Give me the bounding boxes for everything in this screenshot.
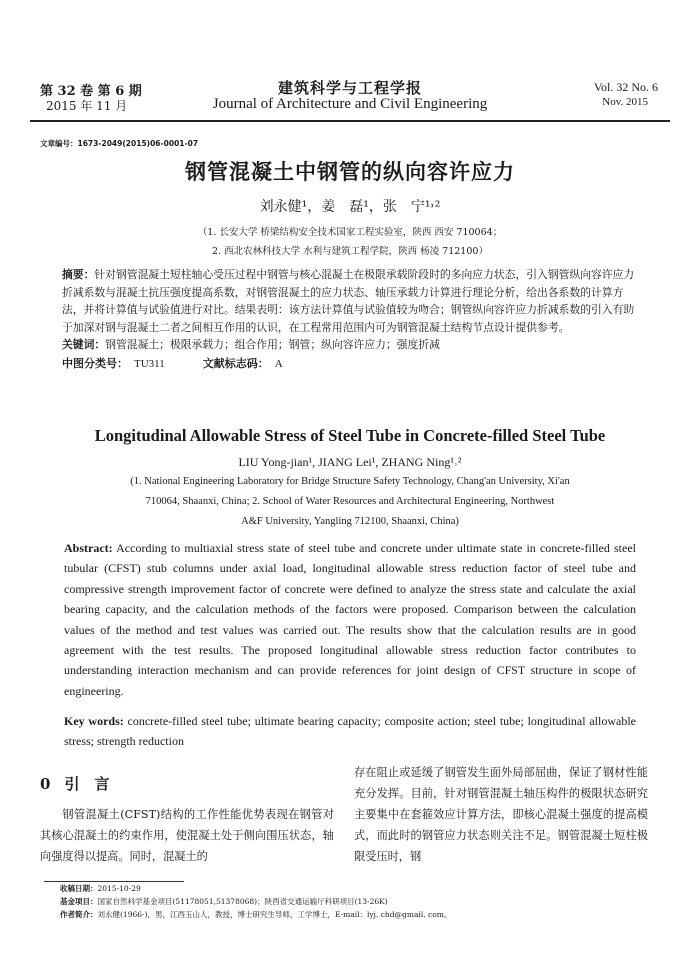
footnote-author-text: 刘永健(1966-)，男，江西玉山人，教授，博士研究生导师，工学博士，E-mail：lyj. chd@gmail. com。 xyxy=(97,910,452,919)
affiliation-cn-1: （1. 长安大学 桥梁结构安全技术国家工程实验室，陕西 西安 710064； xyxy=(197,227,503,238)
body-paragraph-left: 钢管混凝土(CFST)结构的工作性能优势表现在钢管对其核心混凝土的约束作用，使混凝土处于侧向围压状态，轴向强度得以提高。同时，混凝土的 xyxy=(40,808,334,863)
affiliation-en-2: 710064, Shaanxi, China; 2. School of Water Resources and Architectural Engineering, Northwest xyxy=(145,496,555,507)
header-rule xyxy=(30,120,670,122)
issue-volume: 第 32 卷 第 6 期 xyxy=(40,84,142,99)
authors-en: LIU Yong-jian¹, JIANG Lei¹, ZHANG Ning¹˒² xyxy=(238,455,462,469)
abstract-en-text: According to multiaxial stress state of steel tube and concrete under ultimate state in concrete-filled steel tubular (CFST) stub columns under axial load, longitudinal allowable stress reduction factor of steel tube and compressive strength improvement factor of concrete were defined to analyze the stress state and calculate the axial bearing capacity, and the calculation methods of the factors were proposed. Comparison between the calculation values of the method and test values was carried out. The results show that the calculation results are in good agreement with the test results. The proposed longitudinal allowable stress reduction factor contributes to understanding interaction mechanism and can provide references for joint design of CFST structure in scope of engineering. xyxy=(64,541,636,698)
section-title: 引 言 xyxy=(64,775,110,793)
title-en: Longitudinal Allowable Stress of Steel Tube in Concrete-filled Steel Tube xyxy=(94,426,606,445)
footnote-funding-label: 基金项目： xyxy=(60,897,98,906)
date-en: Nov. 2015 xyxy=(602,96,648,108)
keywords-en-text: concrete-filled steel tube; ultimate bearing capacity; composite action; steel tube; longitudinal allowable stress; strength reduction xyxy=(64,714,636,749)
abstract-en-label: Abstract: xyxy=(64,541,113,555)
journal-name-en: Journal of Architecture and Civil Engineering xyxy=(212,96,488,112)
affiliation-en-1: (1. National Engineering Laboratory for Bridge Structure Safety Technology, Chang'an University, Xi'an xyxy=(130,476,570,487)
abstract-cn-text: 针对钢管混凝土短柱轴心受压过程中钢管与核心混凝土在极限承载阶段时的多向应力状态，引入钢管纵向容许应力折减系数与混凝土抗压强度提高系数，对钢管混凝土的应力状态、轴压承载力计算进行理论分析，给出各系数的计算方法，并将计算值与试验值进行对比。结果表明：该方法计算值与试验值较为吻合；钢管纵向容许应力折减系数的引入有助于加深对钢与混凝土二者之间相互作用的认识，在工程常用范围内可为钢管混凝土结构节点设计提供参考。 xyxy=(62,268,635,334)
section-number: 0 xyxy=(40,775,51,793)
title-cn: 钢管混凝土中钢管的纵向容许应力 xyxy=(185,160,515,184)
issue-date: 2015 年 11 月 xyxy=(46,99,128,113)
body-paragraph-right: 存在阻止或延缓了钢管发生面外局部屈曲，保证了钢材性能充分发挥。目前，针对钢管混凝土轴压构件的极限状态研究主要集中在套箍效应计算方法，即核心混凝土强度的提高模式，而此时的钢管应力状态则关注不足。钢管混凝土短柱极限受压时，钢 xyxy=(354,766,648,863)
doc-code-label: 文献标志码： xyxy=(202,357,269,370)
volume-number-en: Vol. 32 No. 6 xyxy=(593,80,658,94)
keywords-en-label: Key words: xyxy=(64,714,124,728)
article-number: 文章编号：1673-2049(2015)06-0001-07 xyxy=(40,139,199,148)
footnote-received-text: 2015-10-29 xyxy=(97,884,141,893)
body-column-right xyxy=(354,762,648,867)
keywords-en xyxy=(64,711,636,752)
abstract-en xyxy=(64,538,636,701)
footnote-funding-text: 国家自然科学基金项目(51178051,51378068)；陕西省交通运输厅科研项目(13-26K) xyxy=(97,897,388,906)
keywords-cn xyxy=(62,336,640,354)
doc-code-value: A xyxy=(274,358,283,370)
authors-cn: 刘永健¹，姜 磊¹，张 宁¹˒² xyxy=(259,199,441,215)
footnote-author-label: 作者简介： xyxy=(60,910,98,919)
affiliation-en-3: A&F University, Yangling 712100, Shaanxi, China) xyxy=(241,516,459,527)
abstract-cn xyxy=(62,266,640,336)
footnote-received xyxy=(60,883,660,895)
journal-name-cn: 建筑科学与工程学报 xyxy=(277,79,422,97)
abstract-cn-label: 摘要： xyxy=(62,268,95,281)
section-heading xyxy=(40,773,109,794)
footnote-funding xyxy=(60,896,660,908)
footnote-author xyxy=(60,909,660,921)
clc-value: TU311 xyxy=(134,358,165,370)
keywords-cn-text: 钢管混凝土；极限承载力；组合作用；钢管；纵向容许应力；强度折减 xyxy=(105,338,440,351)
affiliation-cn-2: 2. 西北农林科技大学 水利与建筑工程学院，陕西 杨凌 712100） xyxy=(212,246,488,257)
keywords-cn-label: 关键词： xyxy=(62,338,106,351)
footnote-received-label: 收稿日期： xyxy=(60,884,98,893)
classification-row xyxy=(62,355,289,371)
body-column-left xyxy=(40,804,334,867)
footnote-rule xyxy=(44,881,184,882)
clc-label: 中图分类号： xyxy=(62,357,128,370)
